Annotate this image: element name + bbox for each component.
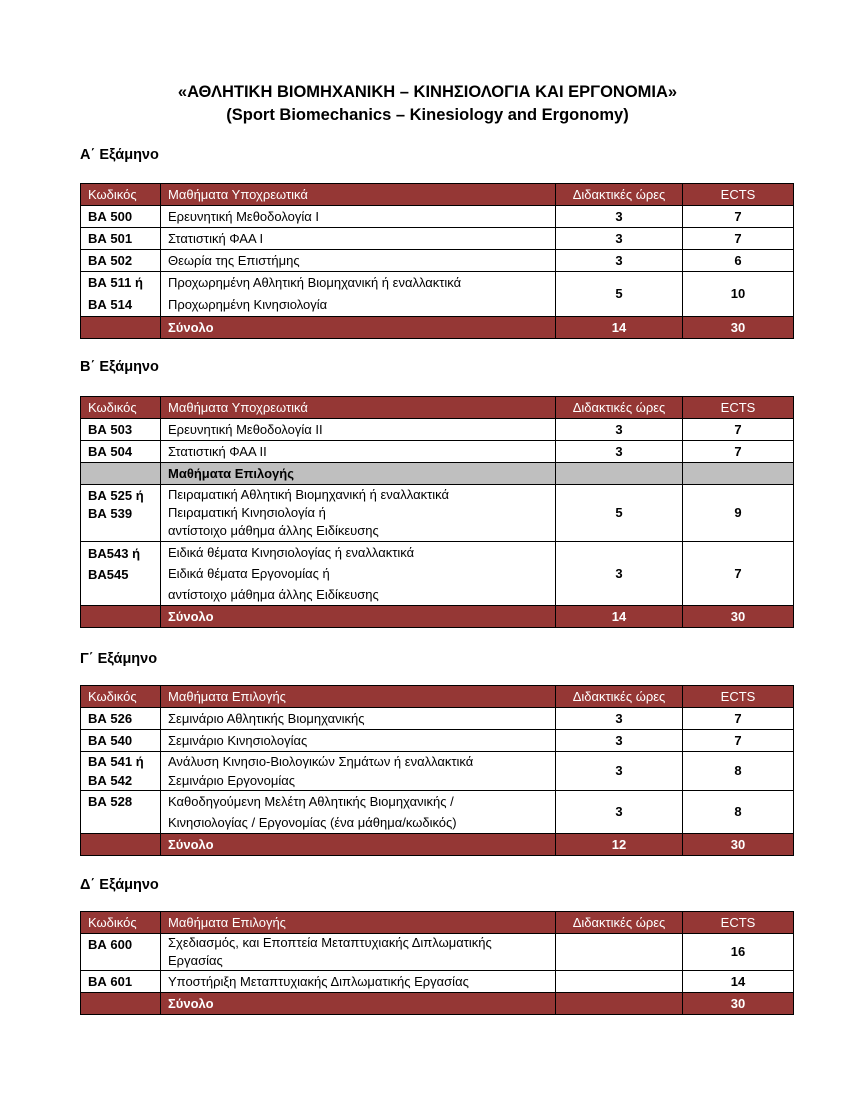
course-hours: 5 [556, 485, 683, 542]
course-title [161, 934, 556, 971]
course-code [81, 272, 161, 317]
semester-c-table [80, 685, 794, 856]
course-hours: 3 [556, 708, 683, 730]
course-code: ΒΑ 502 [81, 250, 161, 272]
table-header-row [81, 184, 794, 206]
course-code: ΒΑ 526 [81, 708, 161, 730]
course-code: ΒΑ 503 [81, 419, 161, 441]
course-hours: 3 [556, 791, 683, 834]
electives-subheader-row [81, 463, 794, 485]
course-title: Υποστήριξη Μεταπτυχιακής Διπλωματικής Εργασίας [161, 971, 556, 993]
semester-d-table [80, 911, 794, 1015]
course-code-line: ΒΑ 539 [88, 506, 133, 521]
course-title [161, 542, 556, 606]
course-title-line: Καθοδηγούμενη Μελέτη Αθλητικής Βιομηχανικής / [168, 794, 454, 809]
table-header-row [81, 397, 794, 419]
course-ects: 7 [683, 206, 794, 228]
table-row [81, 730, 794, 752]
course-ects: 7 [683, 441, 794, 463]
course-title: Ερευνητική Μεθοδολογία Ι [161, 206, 556, 228]
table-row [81, 441, 794, 463]
course-title-line: Σχεδιασμός, και Εποπτεία Μεταπτυχιακής Διπλωματικής [168, 935, 492, 950]
document-title: «ΑΘΛΗΤΙΚΗ ΒΙΟΜΗΧΑΝΙΚΗ – ΚΙΝΗΣΙΟΛΟΓΙΑ ΚΑΙ ΕΡΓΟΝΟΜΙΑ» [177, 83, 678, 101]
table-header-row [81, 686, 794, 708]
course-title-line: Εργασίας [168, 953, 223, 968]
header-hours: Διδακτικές ώρες [556, 912, 683, 934]
course-title-line: Κινησιολογίας / Εργονομίας (ένα μάθημα/κωδικός) [168, 815, 457, 830]
total-hours [556, 993, 683, 1015]
course-title-line: Σεμινάριο Εργονομίας [168, 773, 296, 788]
electives-blank [683, 463, 794, 485]
semester-b-heading: Β΄ Εξάμηνο [80, 359, 159, 375]
table-row [81, 250, 794, 272]
course-code: ΒΑ 540 [81, 730, 161, 752]
total-row [81, 993, 794, 1015]
course-code-line: ΒΑ 511 ή [88, 275, 143, 290]
course-code: ΒΑ 600 [81, 934, 161, 971]
total-hours: 14 [556, 606, 683, 628]
course-code [81, 791, 161, 834]
total-hours: 12 [556, 834, 683, 856]
header-ects: ECTS [683, 184, 794, 206]
table-row [81, 228, 794, 250]
course-code: ΒΑ 504 [81, 441, 161, 463]
table-row [81, 542, 794, 606]
total-ects: 30 [683, 317, 794, 339]
course-code-line: ΒΑ 541 ή [88, 754, 144, 769]
course-hours: 3 [556, 228, 683, 250]
total-ects: 30 [683, 606, 794, 628]
course-hours [556, 934, 683, 971]
total-ects: 30 [683, 993, 794, 1015]
course-ects: 7 [683, 708, 794, 730]
header-course: Μαθήματα Επιλογής [161, 686, 556, 708]
course-hours: 3 [556, 250, 683, 272]
total-blank [81, 993, 161, 1015]
course-ects: 16 [683, 934, 794, 971]
course-ects: 7 [683, 419, 794, 441]
course-code: ΒΑ 501 [81, 228, 161, 250]
header-ects: ECTS [683, 912, 794, 934]
course-code-line: ΒΑ543 ή [88, 546, 141, 561]
semester-b-table [80, 396, 794, 628]
total-row [81, 834, 794, 856]
electives-blank [556, 463, 683, 485]
course-hours: 3 [556, 730, 683, 752]
course-code [81, 752, 161, 791]
total-row [81, 606, 794, 628]
course-hours: 3 [556, 206, 683, 228]
total-blank [81, 317, 161, 339]
course-code: ΒΑ 601 [81, 971, 161, 993]
course-title [161, 272, 556, 317]
course-code [81, 542, 161, 606]
total-ects: 30 [683, 834, 794, 856]
total-row [81, 317, 794, 339]
course-title: Θεωρία της Επιστήμης [161, 250, 556, 272]
course-title [161, 485, 556, 542]
header-code: Κωδικός [81, 184, 161, 206]
course-code [81, 485, 161, 542]
course-hours: 3 [556, 542, 683, 606]
course-ects: 7 [683, 542, 794, 606]
course-hours: 3 [556, 441, 683, 463]
header-hours: Διδακτικές ώρες [556, 686, 683, 708]
semester-a-heading: Α΄ Εξάμηνο [80, 147, 159, 163]
course-title-line: Πειραματική Κινησιολογία ή [168, 505, 326, 520]
header-hours: Διδακτικές ώρες [556, 184, 683, 206]
total-blank [81, 606, 161, 628]
table-row [81, 485, 794, 542]
course-title-line: Πειραματική Αθλητική Βιομηχανική ή εναλλακτικά [168, 487, 449, 502]
course-title: Ερευνητική Μεθοδολογία ΙΙ [161, 419, 556, 441]
header-course: Μαθήματα Επιλογής [161, 912, 556, 934]
course-title-line: Ανάλυση Κινησιο-Βιολογικών Σημάτων ή εναλλακτικά [168, 754, 474, 769]
table-row [81, 272, 794, 317]
course-title [161, 752, 556, 791]
course-title-line: αντίστοιχο μάθημα άλλης Ειδίκευσης [168, 587, 379, 602]
course-title: Στατιστική ΦΑΑ Ι [161, 228, 556, 250]
course-title [161, 791, 556, 834]
table-header-row [81, 912, 794, 934]
course-ects: 8 [683, 752, 794, 791]
header-ects: ECTS [683, 397, 794, 419]
course-code-line: ΒΑ 542 [88, 773, 133, 788]
total-label: Σύνολο [161, 834, 556, 856]
course-code-line: ΒΑ 528 [88, 794, 133, 809]
table-row [81, 752, 794, 791]
course-title-line: Προχωρημένη Αθλητική Βιομηχανική ή εναλλακτικά [168, 275, 462, 290]
header-hours: Διδακτικές ώρες [556, 397, 683, 419]
electives-label: Μαθήματα Επιλογής [161, 463, 556, 485]
course-title: Σεμινάριο Κινησιολογίας [161, 730, 556, 752]
table-row [81, 419, 794, 441]
course-hours [556, 971, 683, 993]
course-title-line: αντίστοιχο μάθημα άλλης Ειδίκευσης [168, 523, 379, 538]
course-code-line: ΒΑ545 [88, 567, 129, 582]
table-row [81, 206, 794, 228]
header-course: Μαθήματα Υποχρεωτικά [161, 184, 556, 206]
course-title-line: Ειδικά θέματα Κινησιολογίας ή εναλλακτικά [168, 545, 415, 560]
table-row [81, 791, 794, 834]
header-ects: ECTS [683, 686, 794, 708]
table-row [81, 708, 794, 730]
total-blank [81, 834, 161, 856]
course-ects: 7 [683, 228, 794, 250]
course-ects: 9 [683, 485, 794, 542]
course-title-line: Ειδικά θέματα Εργονομίας ή [168, 566, 330, 581]
electives-blank [81, 463, 161, 485]
course-title: Στατιστική ΦΑΑ ΙΙ [161, 441, 556, 463]
header-course: Μαθήματα Υποχρεωτικά [161, 397, 556, 419]
semester-d-heading: Δ΄ Εξάμηνο [80, 877, 159, 893]
document-subtitle: (Sport Biomechanics – Kinesiology and Ergonomy) [226, 106, 629, 124]
header-code: Κωδικός [81, 397, 161, 419]
total-hours: 14 [556, 317, 683, 339]
course-hours: 3 [556, 419, 683, 441]
course-ects: 7 [683, 730, 794, 752]
course-hours: 3 [556, 752, 683, 791]
table-row [81, 971, 794, 993]
course-title-line: Προχωρημένη Κινησιολογία [168, 297, 328, 312]
semester-a-table [80, 183, 794, 339]
course-title: Σεμινάριο Αθλητικής Βιομηχανικής [161, 708, 556, 730]
course-hours: 5 [556, 272, 683, 317]
course-ects: 14 [683, 971, 794, 993]
table-row [81, 934, 794, 971]
course-ects: 6 [683, 250, 794, 272]
course-code-line: ΒΑ 514 [88, 297, 133, 312]
header-code: Κωδικός [81, 686, 161, 708]
total-label: Σύνολο [161, 993, 556, 1015]
course-code-line: ΒΑ 525 ή [88, 488, 144, 503]
header-code: Κωδικός [81, 912, 161, 934]
semester-c-heading: Γ΄ Εξάμηνο [80, 651, 158, 667]
total-label: Σύνολο [161, 317, 556, 339]
course-ects: 8 [683, 791, 794, 834]
course-ects: 10 [683, 272, 794, 317]
total-label: Σύνολο [161, 606, 556, 628]
course-code: ΒΑ 500 [81, 206, 161, 228]
